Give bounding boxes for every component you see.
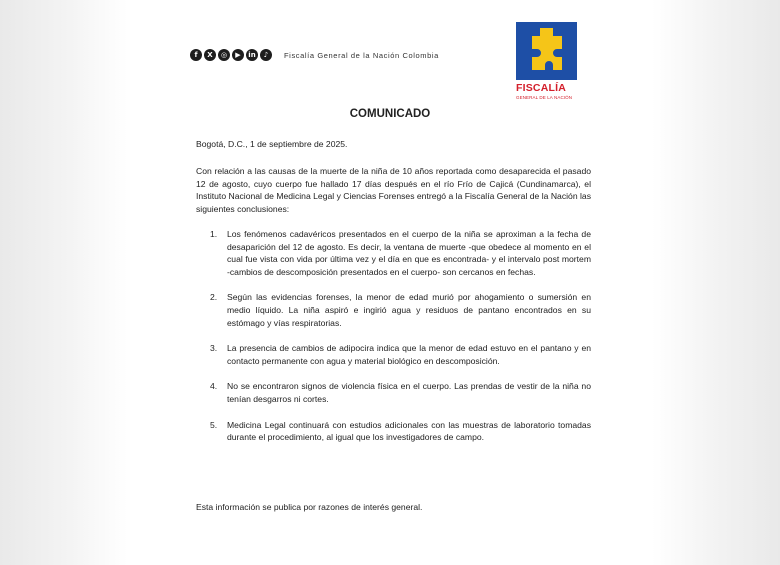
conclusions-list: [196, 228, 591, 457]
org-name: Fiscalía General de la Nación Colombia: [284, 50, 439, 60]
list-text: Medicina Legal continuará con estudios adicionales con las muestras de laboratorio tomadas durante el procedimiento, al igual que los investigadores de campo.: [227, 419, 591, 443]
x-icon[interactable]: X: [204, 49, 216, 61]
list-text: Los fenómenos cadavéricos presentados en el cuerpo de la niña se aproximan a la fecha de desaparición del 12 de agosto. Es decir, la ventana de muerte -que obedece al momento en el cual fue vista con vida por última vez y el día en que es encontrada- y el intervalo post mortem -cambios de descomposición presentados en el cuerpo- son cercanos en fechas.: [227, 229, 591, 277]
youtube-icon[interactable]: ▶: [232, 49, 244, 61]
list-item: [196, 419, 591, 444]
logo-subtitle: GENERAL DE LA NACIÓN: [516, 95, 573, 100]
list-text: La presencia de cambios de adipocira indica que la menor de edad estuvo en el pantano y en contacto permanente con agua y material biológico en descomposición.: [227, 343, 591, 366]
document-page: [128, 0, 652, 565]
instagram-icon[interactable]: ◎: [218, 49, 230, 61]
right-margin-shadow: [652, 0, 780, 565]
left-margin-shadow: [0, 0, 128, 565]
page-title: COMUNICADO: [349, 108, 431, 120]
puzzle-icon: [516, 22, 577, 80]
list-number: 3.: [210, 343, 218, 354]
list-number: 5.: [210, 419, 218, 430]
linkedin-icon[interactable]: in: [246, 49, 258, 61]
list-text: No se encontraron signos de violencia física en el cuerpo. Las prendas de vestir de la niña no tenían desgarros ni cortes.: [227, 381, 591, 404]
logo-name: FISCALÍA: [516, 82, 567, 94]
fiscalia-logo: [516, 22, 577, 104]
list-item: [196, 380, 591, 405]
social-icons: [190, 49, 272, 61]
list-number: 1.: [210, 229, 218, 239]
list-item: [196, 342, 591, 367]
logo-emblem: [516, 22, 577, 80]
closing-line: Esta información se publica por razones de interés general.: [196, 502, 423, 512]
list-number: 2.: [210, 292, 218, 303]
list-item: [196, 228, 591, 278]
intro-paragraph: Con relación a las causas de la muerte de la niña de 10 años reportada como desaparecida el pasado 12 de agosto, cuyo cuerpo fue hallado 17 días después en el río Frío de Cajicá (Cundinamarca), el Instituto Nacional de Medicina Legal y Ciencias Forenses entregó a la Fiscalía General de la Nación las siguientes conclusiones:: [196, 166, 591, 214]
letterhead: [190, 49, 439, 61]
list-number: 4.: [210, 381, 218, 392]
facebook-icon[interactable]: f: [190, 49, 202, 61]
list-item: [196, 291, 591, 329]
list-text: Según las evidencias forenses, la menor de edad murió por ahogamiento o sumersión en medio líquido. La niña aspiró e ingirió agua y residuos de pantano encontrados en su estómago y vías respiratorias.: [227, 292, 591, 328]
date-line: Bogotá, D.C., 1 de septiembre de 2025.: [196, 139, 348, 149]
tiktok-icon[interactable]: ♪: [260, 49, 272, 61]
